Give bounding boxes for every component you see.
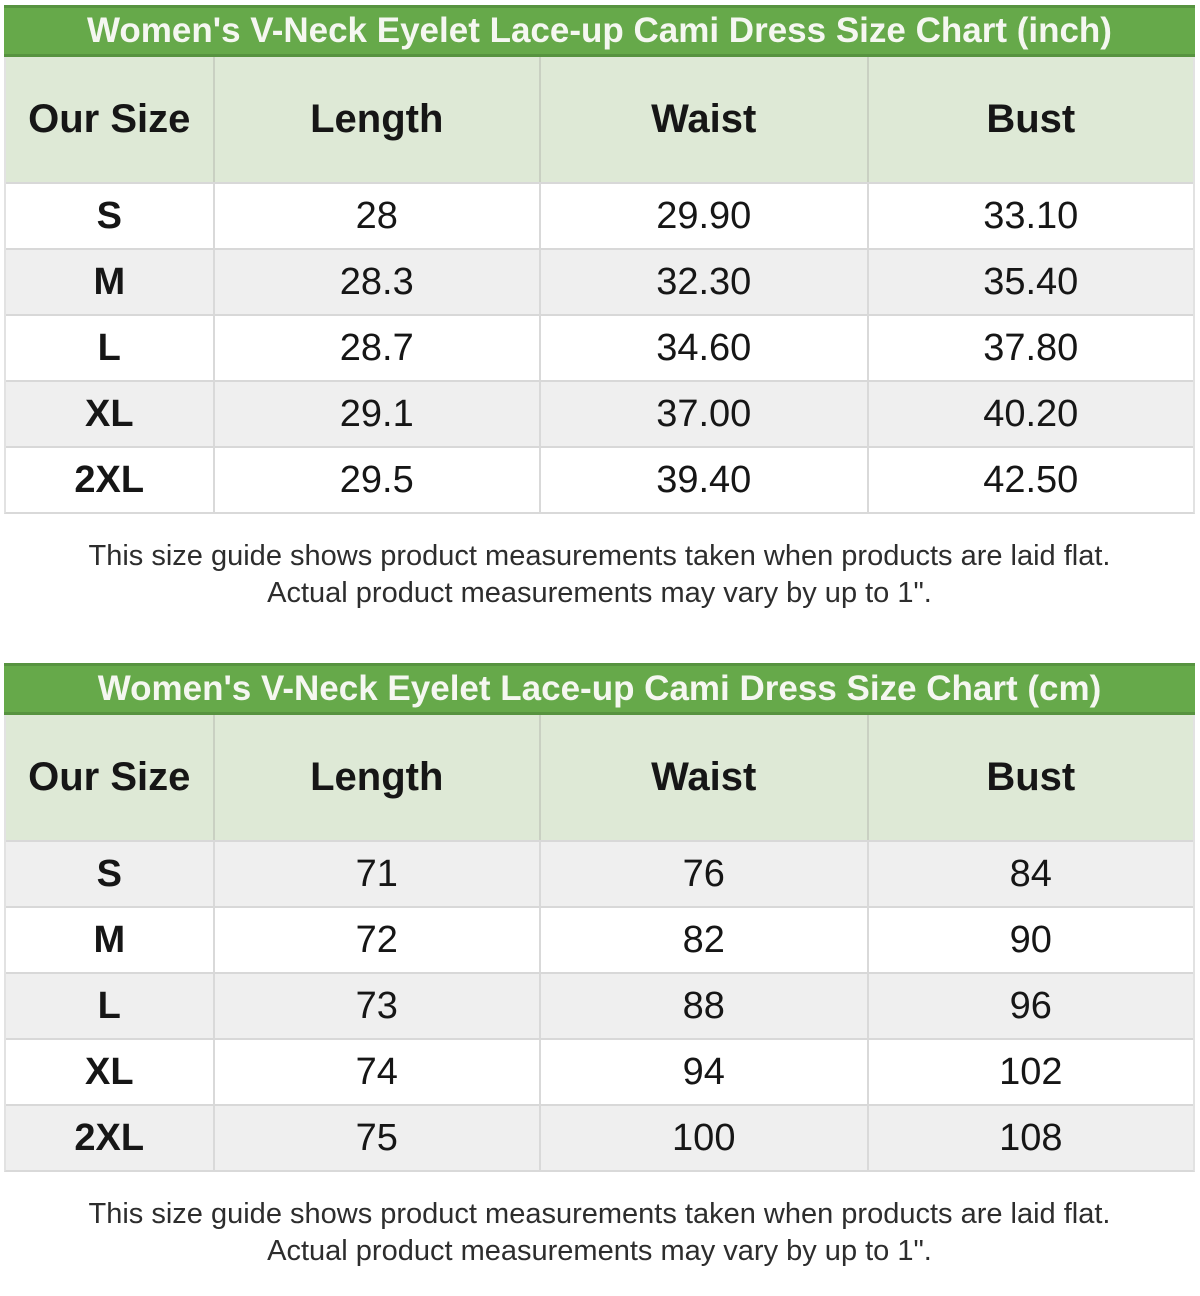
size-note-inch [4,538,1195,612]
column-header-our-size: Our Size [28,755,191,799]
note-line-2: Actual product measurements may vary by up to 1". [267,577,932,609]
size-cell: L [97,326,121,369]
bust-cell: 90 [867,908,1193,972]
size-cell: S [96,194,122,237]
column-header-our-size: Our Size [28,97,191,141]
table-row-2xl [6,446,1193,512]
waist-cell: 32.30 [539,250,867,314]
column-header-waist: Waist [539,715,867,840]
length-cell: 73 [213,974,539,1038]
table-row-xl [6,1038,1193,1104]
note-line-1: This size guide shows product measurements taken when products are laid flat. [88,540,1111,572]
bust-cell: 102 [867,1040,1193,1104]
length-cell: 72 [213,908,539,972]
size-cell: M [93,918,126,961]
size-note-cm [4,1196,1195,1270]
length-cell: 28.7 [213,316,539,380]
size-cell: 2XL [74,458,145,501]
table-row-xl [6,380,1193,446]
table-row-s [6,182,1193,248]
size-cell: L [97,984,121,1027]
table-header-row [6,57,1193,182]
column-header-waist: Waist [539,57,867,182]
column-header-length: Length [213,57,539,182]
waist-cell: 37.00 [539,382,867,446]
table-row-l [6,972,1193,1038]
bust-cell: 37.80 [867,316,1193,380]
length-cell: 71 [213,842,539,906]
size-cell: S [96,852,122,895]
length-cell: 29.5 [213,448,539,512]
bust-cell: 108 [867,1106,1193,1170]
table-row-l [6,314,1193,380]
column-header-bust: Bust [867,715,1193,840]
waist-cell: 82 [539,908,867,972]
bust-cell: 84 [867,842,1193,906]
size-cell: M [93,260,126,303]
waist-cell: 29.90 [539,184,867,248]
waist-cell: 88 [539,974,867,1038]
size-chart-section-inch [4,5,1195,612]
length-cell: 75 [213,1106,539,1170]
column-header-bust: Bust [867,57,1193,182]
bust-cell: 96 [867,974,1193,1038]
size-cell: XL [84,1050,134,1093]
length-cell: 29.1 [213,382,539,446]
size-chart-title-inch: Women's V-Neck Eyelet Lace-up Cami Dress Size Chart (inch) [4,5,1195,57]
waist-cell: 94 [539,1040,867,1104]
note-line-2: Actual product measurements may vary by up to 1". [267,1235,932,1267]
size-table-cm [4,715,1195,1172]
table-row-s [6,840,1193,906]
bust-cell: 33.10 [867,184,1193,248]
size-table-inch [4,57,1195,514]
note-line-1: This size guide shows product measurements taken when products are laid flat. [88,1198,1111,1230]
table-row-2xl [6,1104,1193,1170]
waist-cell: 76 [539,842,867,906]
table-row-m [6,906,1193,972]
waist-cell: 39.40 [539,448,867,512]
waist-cell: 100 [539,1106,867,1170]
length-cell: 74 [213,1040,539,1104]
size-chart-title-cm: Women's V-Neck Eyelet Lace-up Cami Dress Size Chart (cm) [4,663,1195,715]
waist-cell: 34.60 [539,316,867,380]
length-cell: 28 [213,184,539,248]
size-chart-section-cm [4,663,1195,1270]
bust-cell: 42.50 [867,448,1193,512]
length-cell: 28.3 [213,250,539,314]
bust-cell: 35.40 [867,250,1193,314]
bust-cell: 40.20 [867,382,1193,446]
table-row-m [6,248,1193,314]
size-cell: 2XL [74,1116,145,1159]
size-cell: XL [84,392,134,435]
table-header-row [6,715,1193,840]
column-header-length: Length [213,715,539,840]
